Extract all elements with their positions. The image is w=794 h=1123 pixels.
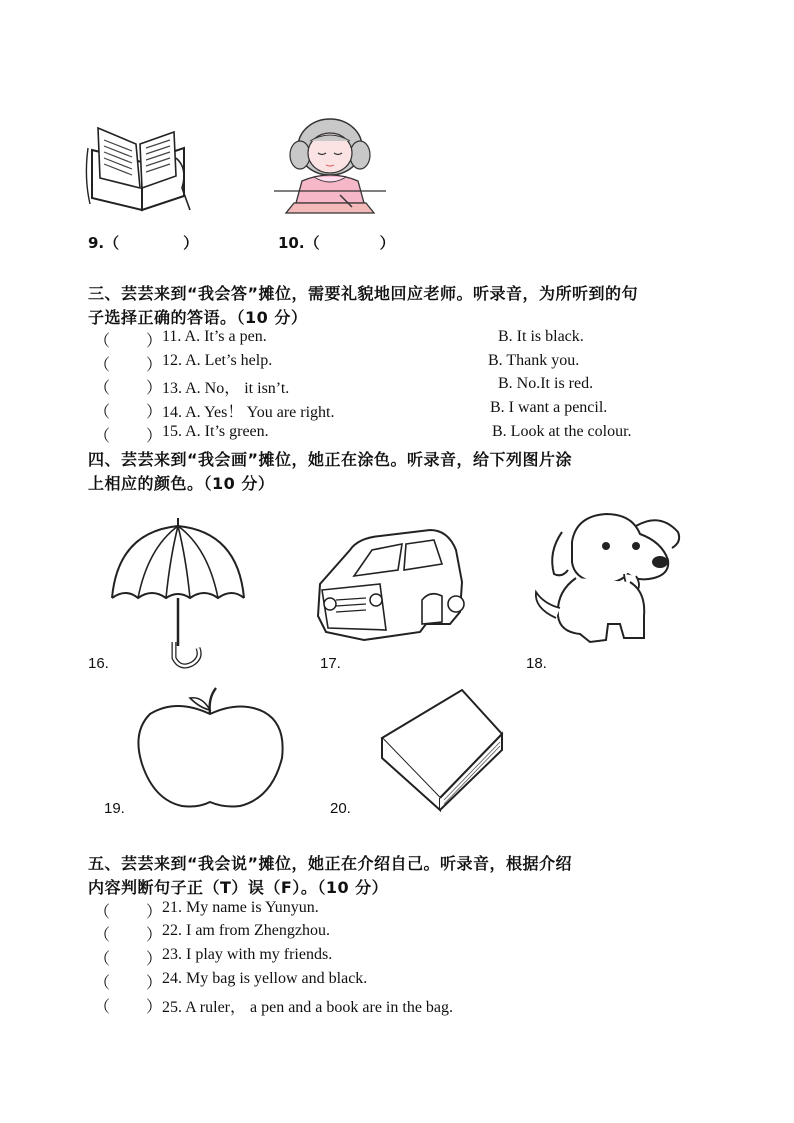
section-3-heading-line2: 子选择正确的答语。（10 分） [88, 308, 308, 327]
car-picture [310, 520, 470, 650]
option-b: B. I want a pencil. [490, 399, 608, 416]
option-b: B. No.It is red. [498, 375, 594, 392]
statement: 24. My bag is yellow and black. [162, 970, 368, 987]
section-4-heading-line2: 上相应的颜色。（10 分） [88, 474, 275, 493]
question-20-label: 20. [330, 800, 351, 817]
open-book-picture [84, 118, 194, 218]
question-19-label: 19. [104, 800, 125, 817]
girl-writing-picture [270, 115, 390, 220]
section-5-heading-line1: 五、芸芸来到“我会说”摊位，她正在介绍自己。听录音，根据介绍 [88, 854, 573, 873]
statement: 22. I am from Zhengzhou. [162, 922, 330, 939]
option-b: B. Look at the colour. [492, 423, 632, 440]
statement: 23. I play with my friends. [162, 946, 333, 963]
option-a: 11. A. It’s a pen. [162, 328, 267, 345]
umbrella-picture [108, 518, 248, 668]
book-picture [378, 688, 508, 813]
option-b: B. It is black. [498, 328, 584, 345]
puppy-picture [532, 512, 682, 652]
option-a: 14. A. Yes！ You are right. [162, 404, 335, 421]
option-a: 15. A. It’s green. [162, 423, 269, 440]
option-a: 12. A. Let’s help. [162, 352, 273, 369]
section-4-heading-line1: 四、芸芸来到“我会画”摊位，她正在涂色。听录音，给下列图片涂 [88, 450, 573, 469]
option-b: B. Thank you. [488, 352, 580, 369]
section-3-heading-line1: 三、芸芸来到“我会答”摊位，需要礼貌地回应老师。听录音，为所听到的句 [88, 284, 639, 303]
statement: 25. A ruler， a pen and a book are in the bag. [162, 999, 454, 1016]
option-a: 13. A. No， it isn’t. [162, 380, 290, 397]
question-18-label: 18. [526, 655, 547, 672]
statement: 21. My name is Yunyun. [162, 899, 319, 916]
question-16-label: 16. [88, 655, 109, 672]
question-10-label: 10.（ ） [278, 234, 395, 252]
question-9-label: 9.（ ） [88, 234, 199, 252]
apple-picture [136, 688, 286, 813]
section-5-heading-line2: 内容判断句子正（T）误（F）。（10 分） [88, 878, 389, 897]
question-17-label: 17. [320, 655, 341, 672]
